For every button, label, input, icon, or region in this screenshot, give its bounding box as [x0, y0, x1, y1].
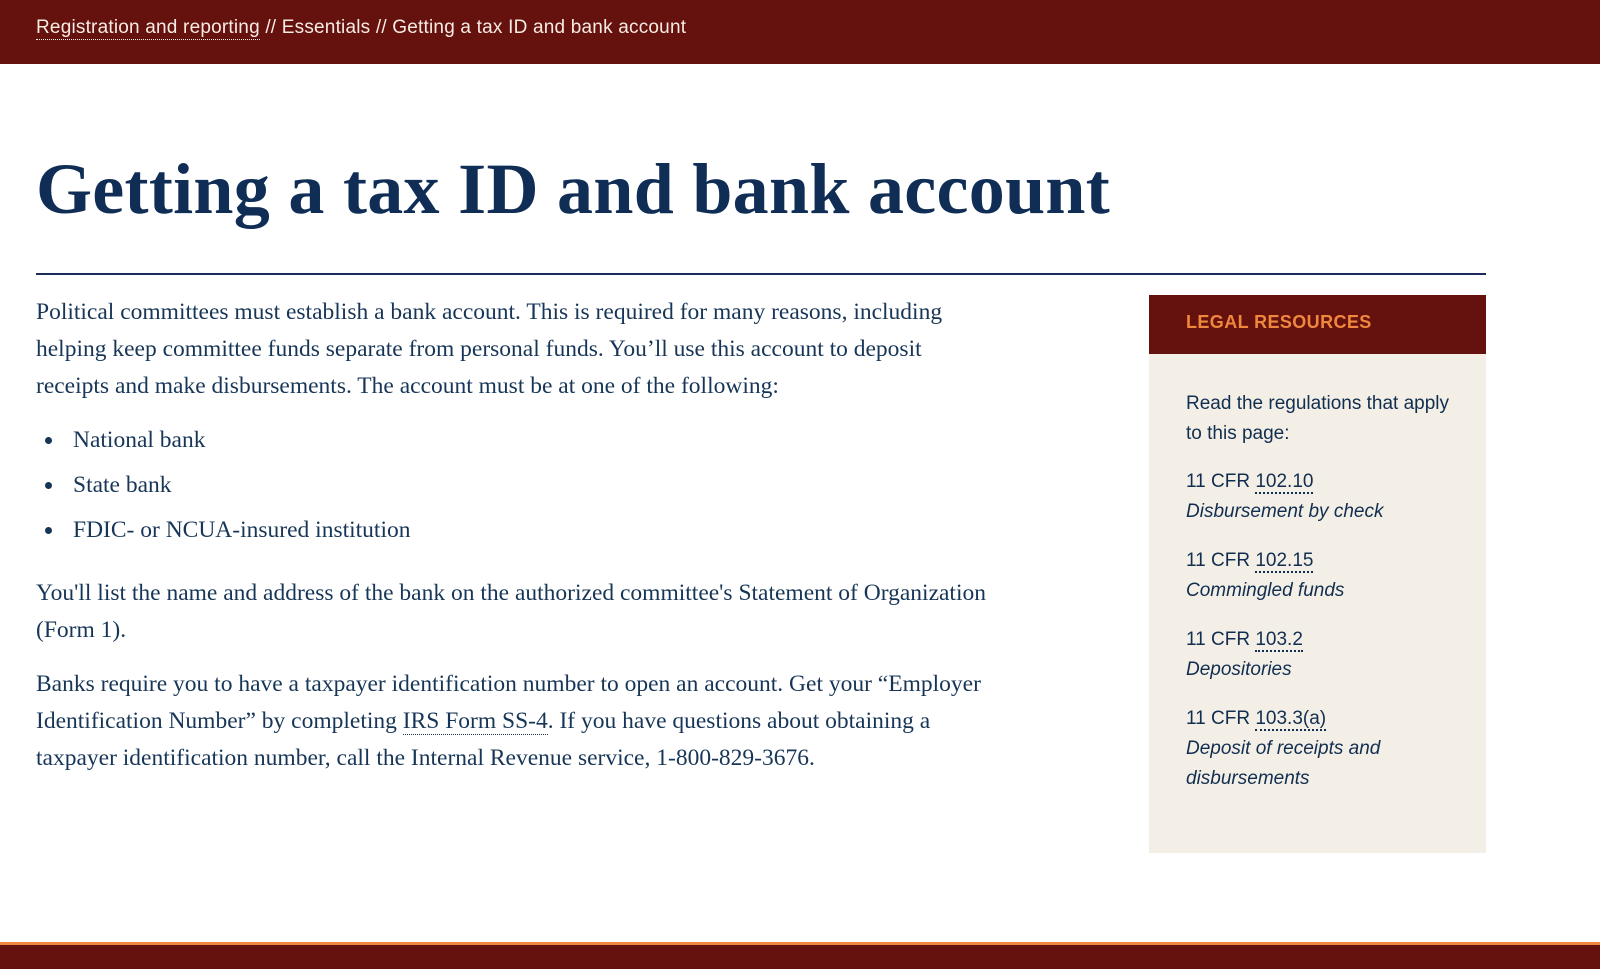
list-item — [36, 512, 996, 549]
legal-resources-body — [1149, 354, 1486, 794]
regulation-item — [1186, 625, 1456, 685]
legal-resources-intro: Read the regulations that apply to this page: — [1186, 393, 1450, 444]
irs-form-ss4-link[interactable]: IRS Form SS-4 — [402, 708, 548, 734]
regulation-description: Commingled funds — [1186, 580, 1345, 601]
ein-paragraph — [36, 666, 996, 777]
legal-resources-panel — [1149, 295, 1486, 853]
regulation-prefix: 11 CFR — [1186, 550, 1256, 571]
regulation-prefix: 11 CFR — [1186, 471, 1256, 492]
list-item — [36, 422, 996, 459]
intro-paragraph: Political committees must establish a bank account. This is required for many reasons, including helping keep committee funds separate from personal funds. You’ll use this account to deposit receipts and make disbursements. The account must be at one of the following: — [36, 299, 943, 399]
breadcrumb-separator: // — [370, 17, 393, 38]
legal-resources-heading: LEGAL RESOURCES — [1149, 295, 1486, 354]
bank-type-list — [36, 422, 996, 549]
ein-text-after: . If you have questions about obtaining a taxpayer identification number, call the Internal Revenue service, 1-800-829-3676. — [36, 708, 931, 771]
main-content — [36, 294, 996, 794]
statement-paragraph: You'll list the name and address of the bank on the authorized committee's Statement of Organization (Form 1). — [36, 580, 986, 643]
regulation-link-103-2[interactable]: 103.2 — [1255, 629, 1303, 650]
list-item — [36, 467, 996, 504]
breadcrumb-link-registration-and-reporting[interactable]: Registration and reporting — [36, 17, 260, 38]
regulation-item — [1186, 704, 1456, 794]
regulation-link-103-3a[interactable]: 103.3(a) — [1255, 708, 1327, 729]
regulation-link-102-15[interactable]: 102.15 — [1255, 550, 1314, 571]
list-item-text: National bank — [73, 427, 206, 453]
regulation-item — [1186, 546, 1456, 606]
regulation-link-102-10[interactable]: 102.10 — [1255, 471, 1314, 492]
breadcrumb — [36, 17, 686, 39]
regulation-prefix: 11 CFR — [1186, 629, 1256, 650]
bullet-icon — [45, 527, 52, 534]
top-bar — [0, 0, 1600, 64]
title-divider — [36, 273, 1486, 275]
page-title: Getting a tax ID and bank account — [36, 149, 1111, 229]
breadcrumb-item-essentials: Essentials — [281, 17, 371, 38]
ein-text-before: Banks require you to have a taxpayer identification number to open an account. Get your “Employer Identification Number” by completing — [36, 671, 981, 734]
breadcrumb-separator: // — [259, 17, 282, 38]
list-item-text: State bank — [73, 472, 172, 498]
regulation-description: Depositories — [1186, 659, 1292, 680]
footer-bar — [0, 942, 1600, 969]
breadcrumb-current: Getting a tax ID and bank account — [392, 17, 687, 38]
regulation-item — [1186, 467, 1456, 527]
regulation-prefix: 11 CFR — [1186, 708, 1256, 729]
bullet-icon — [45, 437, 52, 444]
bullet-icon — [45, 482, 52, 489]
regulation-description: Deposit of receipts and disbursements — [1186, 738, 1381, 789]
regulation-description: Disbursement by check — [1186, 501, 1384, 522]
list-item-text: FDIC- or NCUA-insured institution — [73, 517, 411, 543]
